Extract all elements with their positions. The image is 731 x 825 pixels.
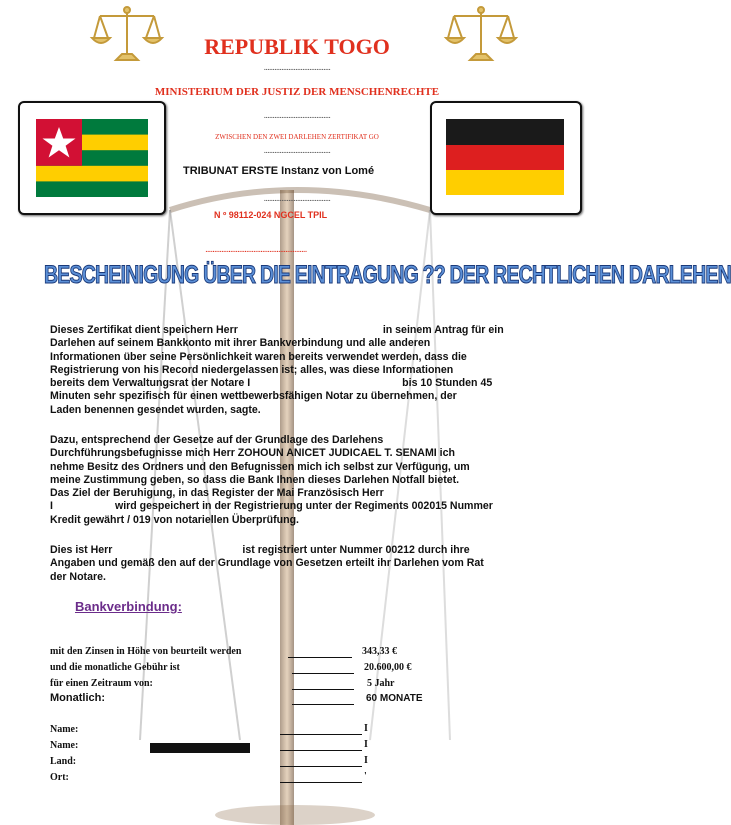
separator-red-dots: ......................................................... xyxy=(205,244,307,255)
country-value: I xyxy=(364,755,368,766)
separator-dots: ...................................... xyxy=(263,145,331,155)
country-line xyxy=(280,766,362,767)
loan-fee-line xyxy=(292,673,354,674)
separator-dots: ...................................... xyxy=(263,193,331,203)
surname-label: Name: xyxy=(50,740,79,751)
bank-details-heading: Bankverbindung: xyxy=(75,599,182,614)
name-line xyxy=(280,734,362,735)
loan-interest-label: mit den Zinsen in Höhe von beurteilt werden xyxy=(50,646,242,657)
paragraph-2: Dazu, entsprechend der Gesetze auf der Grundlage des Darlehens Durchführungsbefugnisse mich Herr ZOHOUN ANICET JUDICAEL T. SENAMI ich nehme Besitz des Ordners und den Befugnissen mich ich selbst zur Verfügung, um meine Zustimmung geben, so dass die Bank Ihnen dieses Darlehen Notfall bietet. Das Ziel der Beruhigung, in das Register der Mai Französisch Herr I wird gespeichert in der Registrierung unter der Regiments 002015 Nummer Kredit gewährt / 019 von notariellen Überprüfung. xyxy=(50,434,493,526)
tribunal-line: TRIBUNAT ERSTE Instanz von Lomé xyxy=(183,165,375,177)
togo-flag xyxy=(36,119,148,197)
togo-flag-frame xyxy=(18,101,166,215)
country-title: REPUBLIK TOGO xyxy=(204,34,390,59)
loan-period-value: 5 Jahr xyxy=(367,678,395,689)
country-label: Land: xyxy=(50,756,77,767)
name-value: I xyxy=(364,723,368,734)
surname-value: I xyxy=(364,739,368,750)
city-value: ' xyxy=(364,771,367,782)
city-line xyxy=(280,782,362,783)
certificate-subtitle: ZWISCHEN DEN ZWEI DARLEHEN ZERTIFIKAT GO xyxy=(215,133,379,141)
loan-period-line xyxy=(292,689,354,690)
name-label: Name: xyxy=(50,724,79,735)
certificate-heading: BESCHEINIGUNG ÜBER DIE EINTRAGUNG ?? DER RECHTLICHEN DARLEHEN xyxy=(44,261,731,289)
separator-dots: ...................................... xyxy=(263,62,331,72)
paragraph-3: Dies ist Herr ist registriert unter Nummer 00212 durch ihre Angaben und gemäß den auf der Grundlage von Gesetzen erteilt ihr Darlehen vom Rat der Notare. xyxy=(50,544,484,583)
loan-interest-value: 343,33 € xyxy=(362,646,397,657)
city-label: Ort: xyxy=(50,772,69,783)
surname-line xyxy=(280,750,362,751)
separator-dots: ...................................... xyxy=(263,110,331,120)
loan-interest-line xyxy=(288,657,352,658)
loan-period-label: für einen Zeitraum von: xyxy=(50,678,153,689)
ministry-title: MINISTERIUM DER JUSTIZ DER MENSCHENRECHTE xyxy=(154,86,440,98)
loan-fee-value: 20.600,00 € xyxy=(364,662,412,673)
loan-monthly-label: Monatlich: xyxy=(50,692,105,704)
germany-flag xyxy=(446,119,564,195)
loan-monthly-line xyxy=(292,704,354,705)
paragraph-1: Dieses Zertifikat dient speichern Herr in seinem Antrag für ein Darlehen auf seinem Bankkonto mit ihrer Bankverbindung und alle anderen Informationen über seine Persönlichkeit waren bereits verwendet werden, dass die Registrierung von his Record niedergelassen ist; alles, was diese Informationen bereits dem Verwaltungsrat der Notare I bis 10 Stunden 45 Minuten sehr spezifisch für einen wettbewerbsfähigen Notar zu übernehmen, der Laden benennen gesendet wurden, sagte. xyxy=(50,324,504,416)
reference-number: N º 98112-024 NGCEL TPIL xyxy=(214,210,328,220)
germany-flag-frame xyxy=(430,101,582,215)
loan-monthly-value: 60 MONATE xyxy=(366,693,423,704)
loan-fee-label: und die monatliche Gebühr ist xyxy=(50,662,180,673)
